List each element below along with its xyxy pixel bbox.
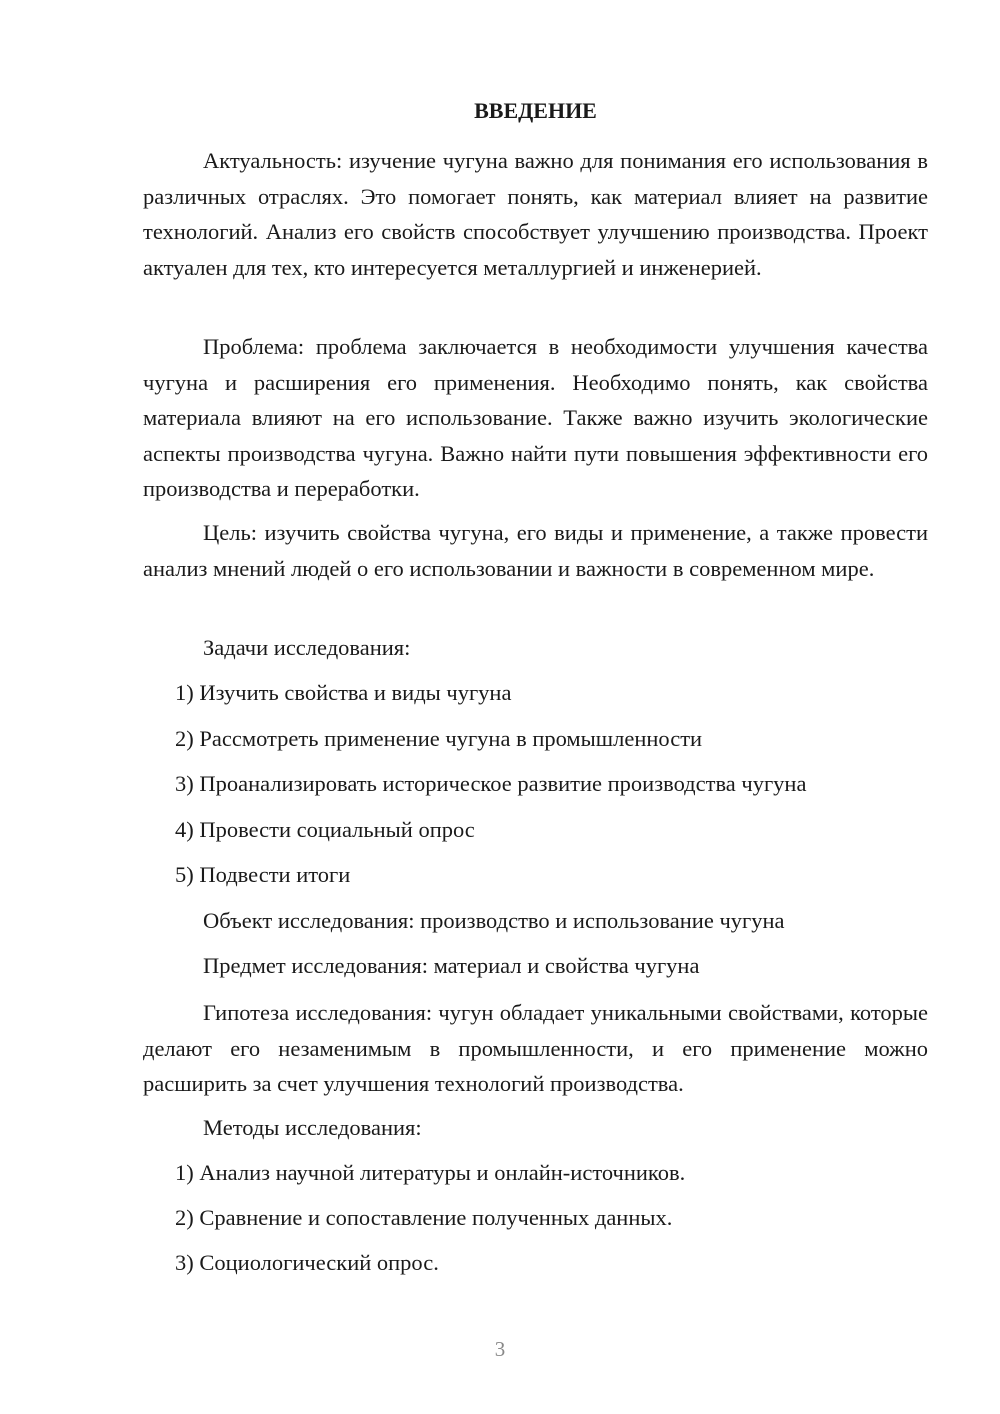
task-item-4: 4) Провести социальный опрос	[175, 817, 475, 842]
task-item-2: 2) Рассмотреть применение чугуна в промышленности	[175, 726, 703, 751]
method-item-1: 1) Анализ научной литературы и онлайн-источников.	[175, 1160, 686, 1185]
relevance-paragraph: Актуальность: изучение чугуна важно для понимания его использования в различных отраслях. Это помогает понять, как материал влияет на развитие технологий. Анализ его свойств способствует улучшению производства. Проект актуален для тех, кто интересуется металлургией и инженерией.	[143, 148, 928, 280]
goal-paragraph: Цель: изучить свойства чугуна, его виды и применение, а также провести анализ мнений людей о его использовании и важности в современном мире.	[143, 520, 928, 581]
tasks-heading: Задачи исследования:	[203, 635, 411, 660]
methods-heading: Методы исследования:	[203, 1115, 422, 1140]
page-number: 3	[494, 1337, 506, 1361]
task-item-3: 3) Проанализировать историческое развитие производства чугуна	[175, 771, 807, 796]
hypothesis-paragraph: Гипотеза исследования: чугун обладает уникальными свойствами, которые делают его незаменимым в промышленности, и его применение можно расширить за счет улучшения технологий производства.	[143, 1000, 928, 1096]
research-object: Объект исследования: производство и использование чугуна	[203, 908, 785, 933]
section-title: ВВЕДЕНИЕ	[474, 98, 597, 123]
method-item-3: 3) Социологический опрос.	[175, 1250, 439, 1275]
problem-paragraph: Проблема: проблема заключается в необходимости улучшения качества чугуна и расширения его применения. Необходимо понять, как свойства материала влияют на его использование. Также важно изучить экологические аспекты производства чугуна. Важно найти пути повышения эффективности его производства и переработки.	[143, 334, 928, 501]
research-subject: Предмет исследования: материал и свойства чугуна	[203, 953, 700, 978]
method-item-2: 2) Сравнение и сопоставление полученных данных.	[175, 1205, 673, 1230]
task-item-5: 5) Подвести итоги	[175, 862, 351, 887]
task-item-1: 1) Изучить свойства и виды чугуна	[175, 680, 512, 705]
